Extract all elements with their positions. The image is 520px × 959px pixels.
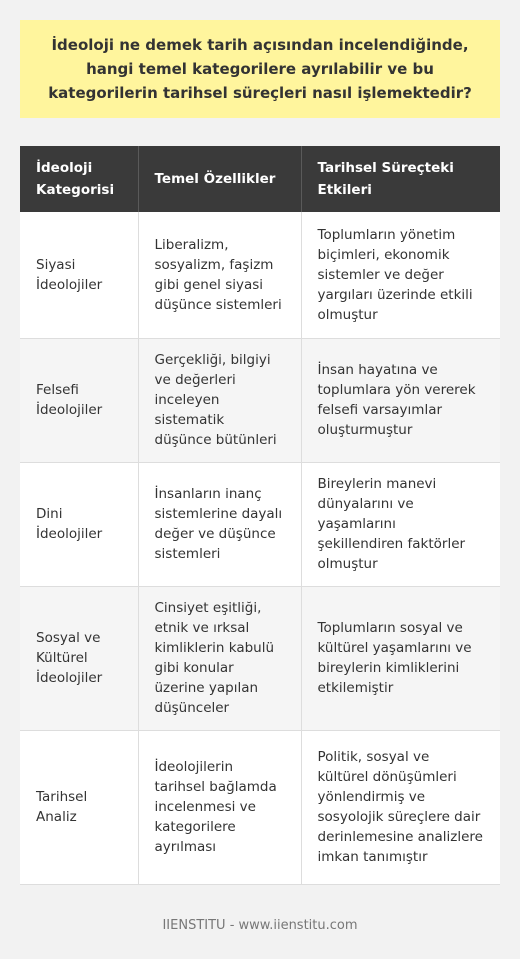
features-cell: Gerçekliği, bilgiyi ve değerleri inceleyen sistematik düşünce bütünleri	[138, 338, 301, 462]
page-title: İdeoloji ne demek tarih açısından incelendiğinde, hangi temel kategorilere ayrılabilir ve bu kategorilerin tarihsel süreçleri nasıl işlemektedir?	[48, 36, 472, 102]
features-cell: Cinsiyet eşitliği, etnik ve ırksal kimliklerin kabulü gibi konular üzerine yapılan düşünceler	[138, 586, 301, 730]
ideology-table	[20, 146, 500, 885]
category-cell: Siyasi İdeolojiler	[20, 212, 138, 338]
table-row	[20, 338, 500, 462]
effects-cell: Toplumların sosyal ve kültürel yaşamlarını ve bireylerin kimliklerini etkilemiştir	[301, 586, 500, 730]
category-cell: Felsefi İdeolojiler	[20, 338, 138, 462]
header-features: Temel Özellikler	[138, 146, 301, 212]
table-row	[20, 462, 500, 586]
table-row	[20, 730, 500, 884]
features-cell: Liberalizm, sosyalizm, faşizm gibi genel siyasi düşünce sistemleri	[138, 212, 301, 338]
features-cell: İdeolojilerin tarihsel bağlamda incelenmesi ve kategorilere ayrılması	[138, 730, 301, 884]
category-cell: Dini İdeolojiler	[20, 462, 138, 586]
effects-cell: Politik, sosyal ve kültürel dönüşümleri yönlendirmiş ve sosyolojik süreçlere dair derinlemesine analizlere imkan tanımıştır	[301, 730, 500, 884]
footer-credit: IIENSTITU - www.iienstitu.com	[162, 918, 358, 933]
table-row	[20, 212, 500, 338]
table-header-row	[20, 146, 500, 212]
effects-cell: Toplumların yönetim biçimleri, ekonomik sistemler ve değer yargıları üzerinde etkili olmuştur	[301, 212, 500, 338]
effects-cell: İnsan hayatına ve toplumlara yön vererek felsefi varsayımlar oluşturmuştur	[301, 338, 500, 462]
title-banner	[20, 20, 500, 118]
category-cell: Sosyal ve Kültürel İdeolojiler	[20, 586, 138, 730]
features-cell: İnsanların inanç sistemlerine dayalı değer ve düşünce sistemleri	[138, 462, 301, 586]
effects-cell: Bireylerin manevi dünyalarını ve yaşamlarını şekillendiren faktörler olmuştur	[301, 462, 500, 586]
header-category: İdeoloji Kategorisi	[20, 146, 138, 212]
category-cell: Tarihsel Analiz	[20, 730, 138, 884]
table-row	[20, 586, 500, 730]
header-effects: Tarihsel Süreçteki Etkileri	[301, 146, 500, 212]
